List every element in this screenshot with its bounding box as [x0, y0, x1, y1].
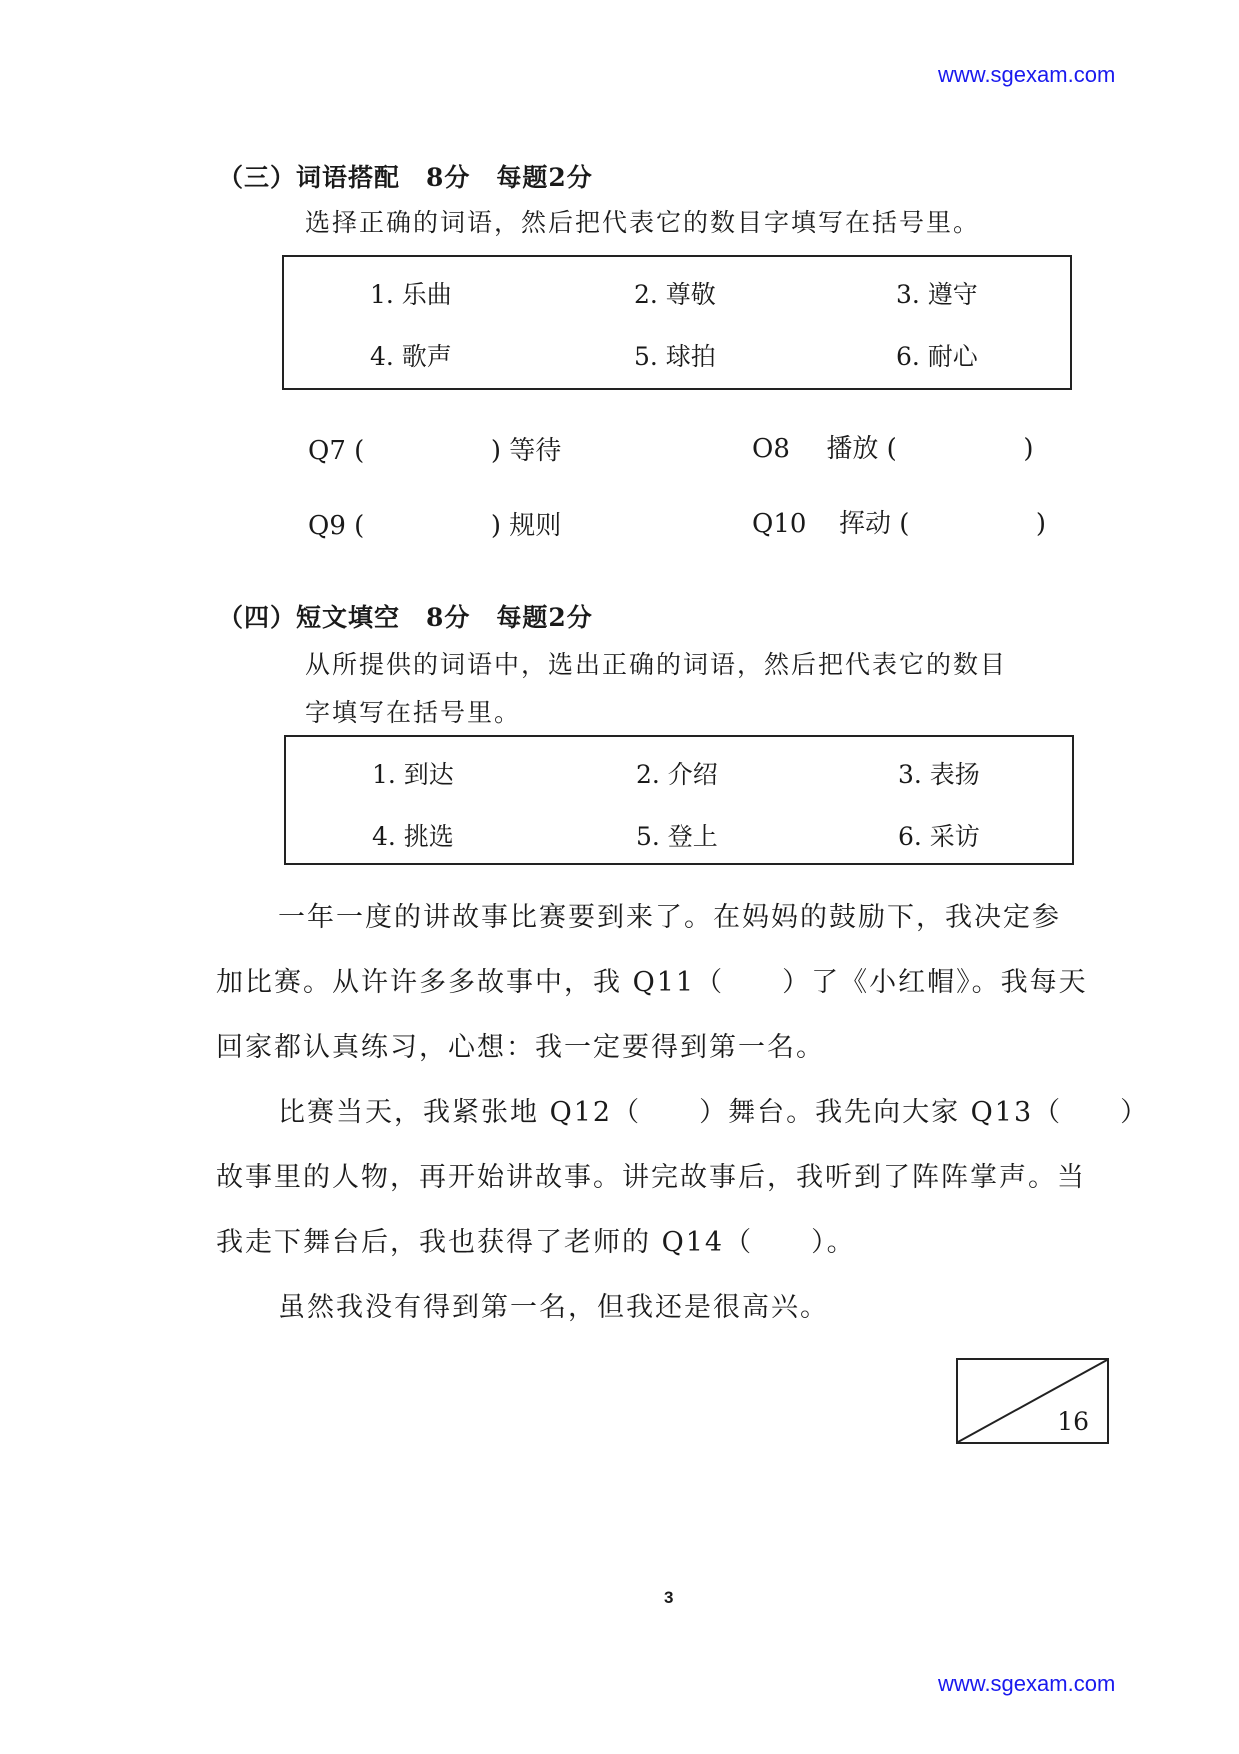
- word-option: 2. 尊敬: [634, 280, 716, 309]
- passage-line: 加比赛。从许许多多故事中，我 Q11（ ）了《小红帽》。我每天: [216, 967, 1088, 998]
- question-label: Q9: [308, 511, 346, 541]
- word-option: 3. 表扬: [898, 760, 980, 789]
- open-bracket: (: [354, 511, 365, 541]
- section4-word-bank: [284, 735, 1074, 865]
- word-option: 5. 登上: [636, 822, 718, 851]
- passage-line: 一年一度的讲故事比赛要到来了。在妈妈的鼓励下，我决定参: [278, 902, 1061, 933]
- word-option: 6. 采访: [898, 822, 980, 851]
- page-number: 3: [664, 1588, 674, 1607]
- question-phrase: 挥动: [838, 509, 891, 539]
- word-option: 5. 球拍: [634, 342, 716, 371]
- question-label: O8: [752, 434, 790, 464]
- score-total: 16: [1057, 1407, 1089, 1436]
- close-bracket: ): [1023, 434, 1034, 464]
- open-bracket: (: [886, 434, 897, 464]
- watermark-bottom: www.sgexam.com: [938, 1671, 1116, 1696]
- section3-title: （三）词语搭配 8分 每题2分: [218, 163, 593, 192]
- question-q8: [752, 428, 1034, 465]
- question-phrase: 规则: [509, 511, 562, 541]
- question-q10: [752, 503, 1046, 540]
- section4-instruction-line2: 字填写在括号里。: [305, 698, 522, 727]
- close-bracket: ): [490, 436, 501, 466]
- section4-instruction-line1: 从所提供的词语中，选出正确的词语，然后把代表它的数目: [305, 650, 1008, 679]
- open-bracket: (: [354, 436, 365, 466]
- word-option: 2. 介绍: [636, 760, 718, 789]
- question-phrase: 播放: [826, 434, 879, 464]
- passage-line: 比赛当天，我紧张地 Q12（ ）舞台。我先向大家 Q13（ ）: [278, 1097, 1150, 1128]
- close-bracket: ): [1035, 509, 1047, 539]
- watermark-top: www.sgexam.com: [938, 62, 1116, 87]
- question-q7: [308, 430, 561, 467]
- word-option: 4. 挑选: [372, 822, 454, 851]
- passage-line: 故事里的人物，再开始讲故事。讲完故事后，我听到了阵阵掌声。当: [216, 1162, 1086, 1193]
- question-label: Q10: [752, 509, 807, 539]
- question-phrase: 等待: [509, 436, 562, 466]
- section4-title: （四）短文填空 8分 每题2分: [218, 603, 593, 632]
- section3-instruction: 选择正确的词语，然后把代表它的数目字填写在括号里。: [305, 208, 981, 237]
- question-q9: [308, 505, 561, 542]
- section3-word-bank: [282, 255, 1072, 390]
- word-option: 1. 乐曲: [370, 280, 452, 309]
- word-option: 3. 遵守: [896, 280, 978, 309]
- score-box: [956, 1358, 1109, 1444]
- open-bracket: (: [899, 509, 910, 539]
- question-label: Q7: [308, 436, 346, 466]
- passage-line: 我走下舞台后，我也获得了老师的 Q14（ ）。: [216, 1227, 856, 1258]
- passage-line: 虽然我没有得到第一名，但我还是很高兴。: [278, 1292, 829, 1323]
- word-option: 4. 歌声: [370, 342, 452, 371]
- word-option: 6. 耐心: [896, 342, 978, 371]
- word-option: 1. 到达: [372, 760, 454, 789]
- passage-line: 回家都认真练习，心想：我一定要得到第一名。: [216, 1032, 825, 1063]
- close-bracket: ): [490, 511, 501, 541]
